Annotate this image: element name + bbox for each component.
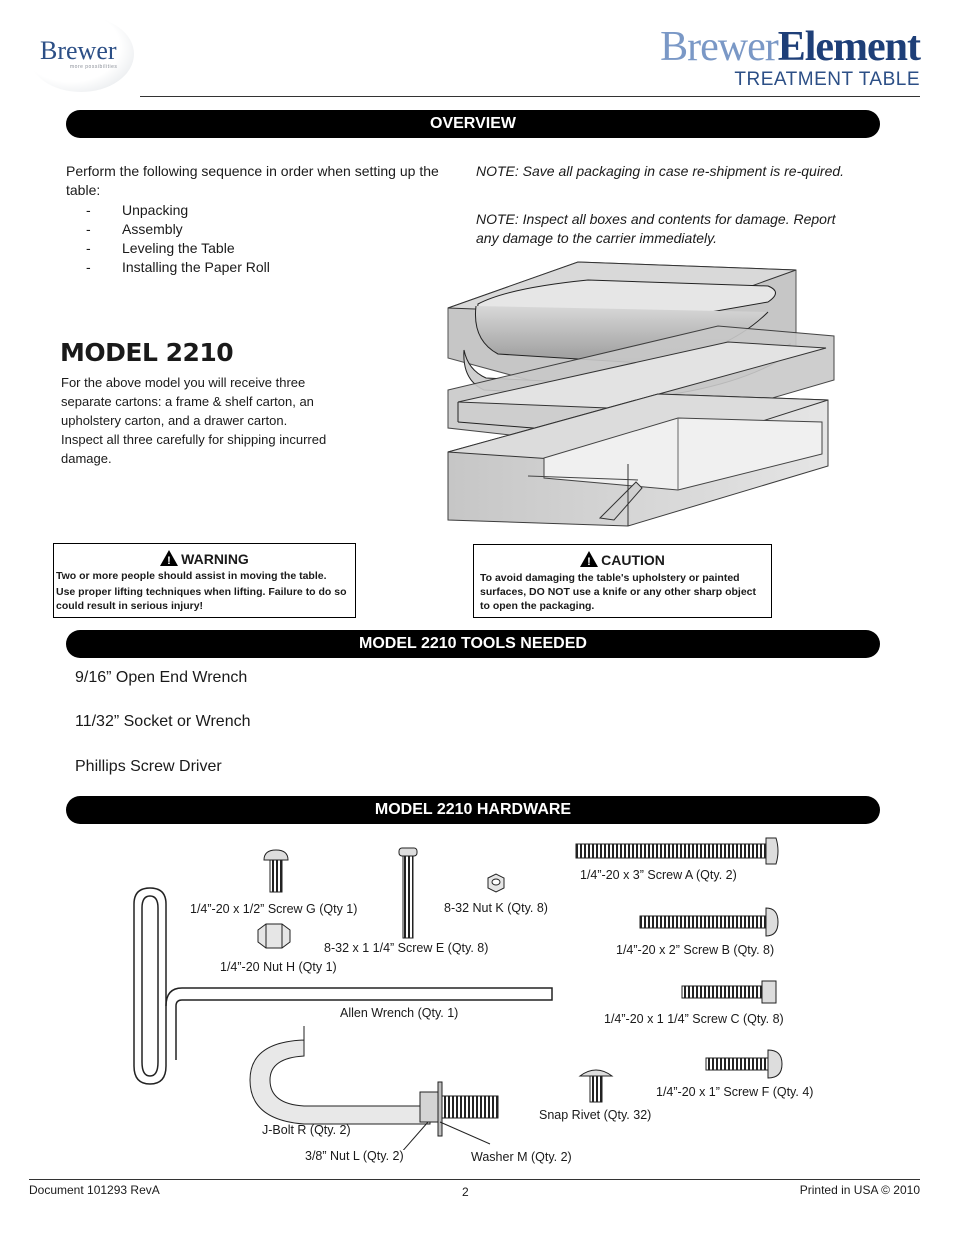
header-divider — [140, 96, 920, 97]
overview-section-bar: OVERVIEW — [66, 110, 880, 138]
tools-section-bar: MODEL 2210 TOOLS NEEDED — [66, 630, 880, 658]
brand-dark-text: Element — [777, 24, 920, 70]
warning-box — [53, 543, 356, 618]
label-washer-m: Washer M (Qty. 2) — [471, 1150, 572, 1164]
tool-item-phillips-driver: Phillips Screw Driver — [75, 758, 222, 775]
list-item: - Unpacking — [66, 201, 446, 220]
note-inspect-boxes: NOTE: Inspect all boxes and contents for damage. Report any damage to the carrier immediately. — [476, 211, 836, 246]
tool-item-wrench-9-16: 9/16” Open End Wrench — [75, 669, 248, 686]
brand-light-text: Brewer — [660, 24, 778, 70]
label-screw-f: 1/4”-20 x 1” Screw F (Qty. 4) — [656, 1085, 814, 1099]
list-item: - Leveling the Table — [66, 239, 446, 258]
warning-triangle-icon: ! — [160, 550, 178, 566]
caution-title: CAUTION — [601, 552, 665, 568]
j-bolt-icon — [250, 1026, 498, 1136]
screw-g-icon — [264, 850, 288, 892]
hardware-section-bar: MODEL 2210 HARDWARE — [66, 796, 880, 824]
footer-page-number: 2 — [462, 1185, 469, 1199]
nut-k-icon — [488, 874, 504, 892]
label-allen-wrench: Allen Wrench (Qty. 1) — [340, 1006, 459, 1020]
brewer-logo-text: Brewer — [40, 36, 117, 65]
allen-wrench-icon — [134, 888, 552, 1084]
label-screw-e: 8-32 x 1 1/4” Screw E (Qty. 8) — [324, 941, 489, 955]
tool-item-socket-11-32: 11/32” Socket or Wrench — [75, 713, 251, 730]
label-snap-rivet: Snap Rivet (Qty. 32) — [539, 1108, 652, 1122]
warning-line-2: Use proper lifting techniques when lifting. Failure to do so could result in serious injury! — [56, 586, 347, 612]
caution-text: To avoid damaging the table's upholstery or painted surfaces, DO NOT use a knife or any other sharp object to open the packaging. — [480, 572, 756, 612]
screw-a-icon — [576, 838, 778, 864]
snap-rivet-icon — [580, 1070, 612, 1102]
brewer-logo-tagline: more possibilities — [70, 64, 118, 70]
caution-heading — [474, 551, 771, 568]
list-item: - Installing the Paper Roll — [66, 258, 446, 277]
label-nut-k: 8-32 Nut K (Qty. 8) — [444, 901, 548, 915]
overview-steps-list — [66, 201, 446, 277]
model-title: MODEL 2210 — [60, 338, 234, 367]
label-screw-c: 1/4”-20 x 1 1/4” Screw C (Qty. 8) — [604, 1012, 784, 1026]
warning-heading — [54, 550, 355, 567]
brewer-element-brand — [660, 24, 920, 91]
screw-e-icon — [399, 848, 417, 938]
warning-line-1: Two or more people should assist in moving the table. — [56, 570, 327, 582]
footer-divider — [29, 1179, 920, 1180]
label-screw-g: 1/4”-20 x 1/2” Screw G (Qty 1) — [190, 902, 358, 916]
warning-title: WARNING — [181, 551, 249, 567]
overview-intro: Perform the following sequence in order when setting up the table: — [66, 163, 439, 198]
list-item: - Assembly — [66, 220, 446, 239]
caution-triangle-icon: ! — [580, 551, 598, 567]
footer-printed: Printed in USA © 2010 — [799, 1183, 920, 1197]
screw-b-icon — [640, 908, 778, 936]
caution-box — [473, 544, 772, 618]
nut-h-icon — [258, 924, 290, 948]
label-screw-a: 1/4”-20 x 3” Screw A (Qty. 2) — [580, 868, 737, 882]
model-description: For the above model you will receive three separate cartons: a frame & shelf carton, an upholstery carton, and a drawer carton. Inspect all three carefully for shipping incurred damage. — [61, 375, 327, 466]
label-screw-b: 1/4”-20 x 2” Screw B (Qty. 8) — [616, 943, 775, 957]
carton-exploded-illustration — [438, 258, 840, 530]
label-j-bolt: J-Bolt R (Qty. 2) — [262, 1123, 351, 1137]
label-nut-l: 3/8” Nut L (Qty. 2) — [305, 1149, 404, 1163]
screw-f-icon — [706, 1050, 782, 1078]
screw-c-icon — [682, 981, 776, 1003]
note-save-packaging: NOTE: Save all packaging in case re-shipment is re-quired. — [476, 163, 845, 179]
label-nut-h: 1/4”-20 Nut H (Qty 1) — [220, 960, 337, 974]
footer-document-id: Document 101293 RevA — [29, 1183, 160, 1197]
brand-subtitle: TREATMENT TABLE — [734, 69, 920, 90]
